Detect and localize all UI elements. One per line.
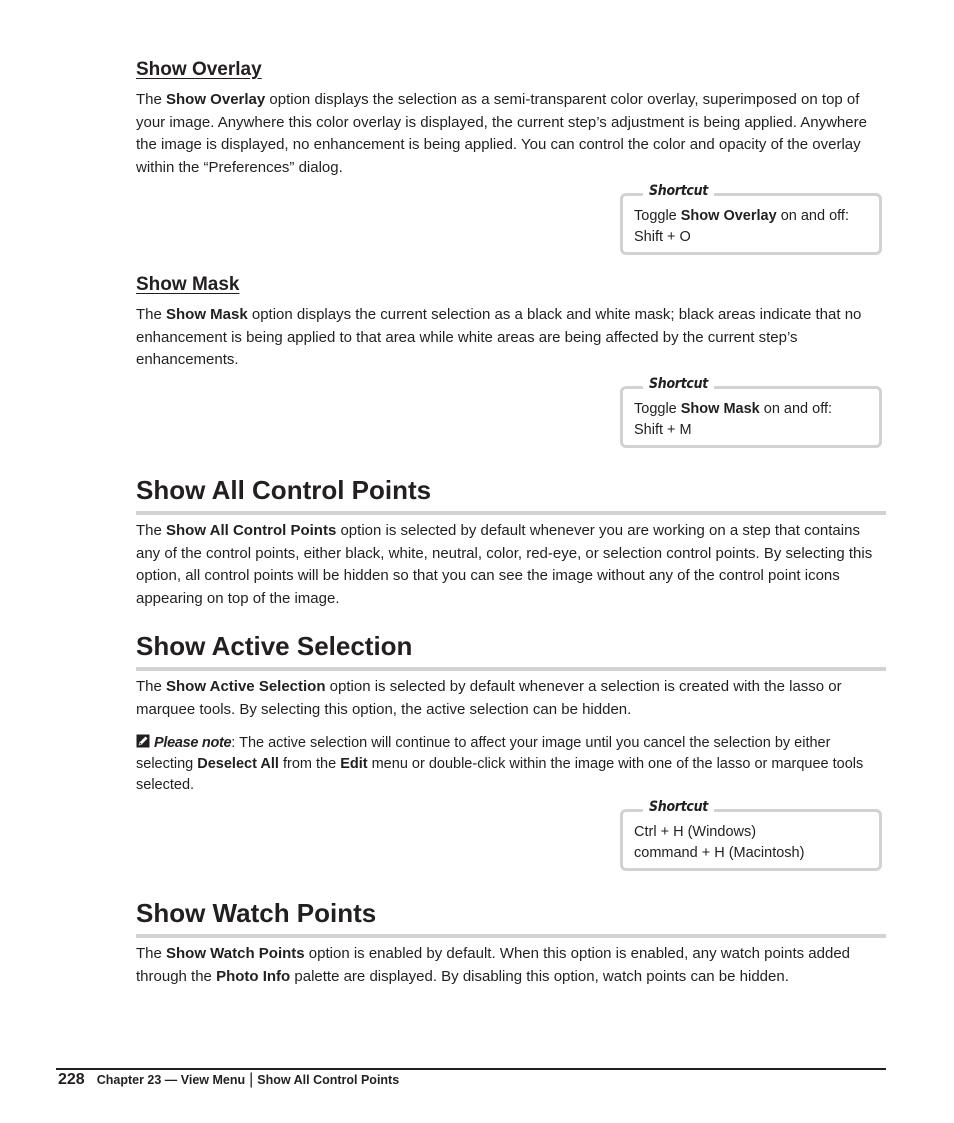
shortcut-box-overlay	[620, 183, 882, 255]
paragraph-show-mask: The Show Mask option displays the current selection as a black and white mask; black areas indicate that no enhancement is being applied to that area while white areas are being affected by the current step’s enhancements.	[136, 306, 862, 368]
heading-show-watch-points: Show Watch Points	[136, 898, 886, 938]
please-note: Please note: The active selection will continue to affect your image until you cancel the selection by either selecting Deselect All from the Edit menu or double-click within the image with one of the lasso or marquee tools selected.	[136, 735, 864, 793]
heading-show-active-selection: Show Active Selection	[136, 631, 886, 671]
shortcut-text: Toggle Show Overlay on and off: Shift + O	[634, 208, 849, 245]
pencil-note-icon	[136, 734, 150, 748]
subheading-show-mask: Show Mask	[136, 274, 240, 295]
paragraph-show-overlay: The Show Overlay option displays the selection as a semi-transparent color overlay, superimposed on top of your image. Anywhere this color overlay is displayed, the current step’s adjustment is being applied. Anywhere the image is displayed, no enhancement is being applied. You can control the color and opacity of the overlay within the “Preferences” dialog.	[136, 91, 867, 176]
footer-separator: |	[249, 1071, 254, 1088]
paragraph-show-watch-points: The Show Watch Points option is enabled by default. When this option is enabled, any watch points added through the Photo Info palette are displayed. By disabling this option, watch points can be hidden.	[136, 945, 851, 985]
shortcut-label: Shortcut	[643, 376, 714, 392]
shortcut-label: Shortcut	[643, 799, 714, 815]
shortcut-text: Ctrl + H (Windows) command + H (Macintosh)	[634, 824, 805, 861]
page-number: 228	[58, 1071, 85, 1088]
shortcut-text: Toggle Show Mask on and off: Shift + M	[634, 401, 833, 438]
heading-show-all-control-points: Show All Control Points	[136, 475, 886, 515]
footer-section: Show All Control Points	[257, 1073, 400, 1087]
subheading-show-overlay: Show Overlay	[136, 59, 262, 80]
footer-chapter: Chapter 23 — View Menu	[96, 1073, 246, 1087]
paragraph-show-active-selection: The Show Active Selection option is selected by default whenever a selection is created with the lasso or marquee tools. By selecting this option, the active selection can be hidden.	[136, 678, 842, 718]
shortcut-box-active-selection	[620, 799, 882, 871]
shortcut-box-mask	[620, 376, 882, 448]
footer-rule	[56, 1068, 886, 1070]
shortcut-label: Shortcut	[643, 183, 714, 199]
paragraph-show-all-control-points: The Show All Control Points option is selected by default whenever you are working on a step that contains any of the control points, either black, white, neutral, color, red-eye, or selection control points. By selecting this option, all control points will be hidden so that you can see the image without any of the control point icons appearing on top of the image.	[136, 522, 873, 607]
page-footer	[58, 1071, 399, 1089]
